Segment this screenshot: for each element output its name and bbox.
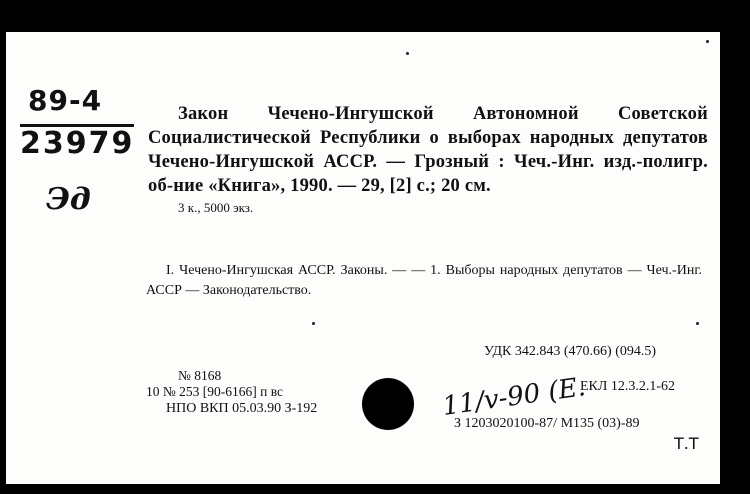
handwritten-initials: Т.Т — [674, 434, 699, 453]
speck — [406, 52, 409, 55]
subject-headings: I. Чечено-Ингушская АССР. Законы. — — 1. Выборы народных депутатов — Чеч.-Инг. АССР — Законодательство. — [146, 263, 702, 298]
speck — [706, 40, 709, 43]
classification-code: З 1203020100-87/ М135 (03)-89 — [454, 416, 640, 431]
bibliographic-description: Закон Чечено-Ингушской Автономной Советской Социалистической Республики о выборах народных депутатов Чечено-Ингушской АССР. — Грозный : Чеч.-Инг. изд.-полигр. об-ние «Книга», 1990. — 29, [2] с.; 20 см. — [148, 104, 708, 196]
handwritten-signature: Эд — [46, 182, 91, 217]
npo-line: НПО ВКП 05.03.90 З-192 — [166, 401, 318, 416]
order-number: 10 № 253 [90-6166] п вс — [146, 384, 284, 399]
card-number: № 8168 — [178, 368, 222, 383]
speck — [696, 322, 699, 325]
catalog-card — [6, 32, 720, 484]
speck — [312, 322, 315, 325]
punch-hole — [362, 378, 414, 430]
ekl-code: ЕКЛ 12.3.2.1-62 — [580, 379, 676, 394]
shelf-mark-bottom: 23979 — [20, 126, 135, 161]
copies-count: 3 к., 5000 экз. — [178, 200, 254, 215]
handwritten-date: 11/v-90 (Е. — [440, 372, 588, 422]
udk-code: УДК 342.843 (470.66) (094.5) — [484, 344, 657, 359]
shelf-mark-top: 89-4 — [28, 84, 103, 117]
